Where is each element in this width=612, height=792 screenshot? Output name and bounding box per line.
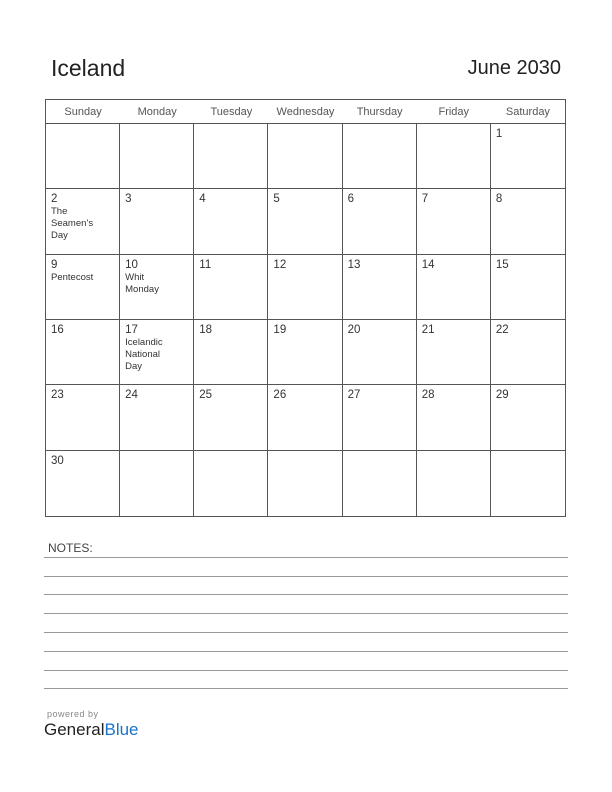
day-number: 19: [273, 324, 287, 336]
day-number: 2: [51, 193, 58, 206]
day-cell: [194, 189, 268, 254]
day-cell: [417, 451, 491, 516]
day-cell: [417, 189, 491, 254]
day-cell: [268, 320, 342, 385]
day-cell: [120, 320, 194, 385]
day-number: 15: [495, 258, 509, 271]
day-cell: [46, 320, 120, 385]
powered-by-text: powered by: [47, 709, 99, 719]
day-cell: [268, 385, 342, 450]
day-number: 26: [273, 389, 287, 402]
day-cell: [194, 451, 268, 516]
day-number: 23: [51, 389, 64, 402]
notes-label: NOTES:: [48, 541, 93, 555]
day-number: 24: [125, 389, 138, 402]
holiday-label: Pentecost: [51, 271, 94, 283]
day-cell: [417, 124, 491, 189]
day-cell: [120, 255, 194, 320]
day-cell: [46, 124, 120, 189]
day-number: 6: [347, 193, 354, 206]
weekday-header-thursday: Thursday: [343, 100, 417, 124]
brand-name: [44, 720, 139, 740]
day-number: 21: [421, 324, 435, 336]
day-cell: [46, 451, 120, 516]
day-cell: [343, 320, 417, 385]
day-number: 3: [125, 193, 132, 206]
day-cell: [417, 255, 491, 320]
note-line: [44, 632, 568, 633]
brand-name-blue: Blue: [104, 720, 139, 739]
day-cell: [120, 189, 194, 254]
day-cell: [194, 320, 268, 385]
day-cell: [343, 255, 417, 320]
day-number: 17: [125, 324, 138, 336]
day-number: 5: [273, 193, 280, 206]
calendar-grid: [45, 99, 566, 517]
brand-logo: [44, 709, 139, 740]
note-line: [44, 594, 568, 595]
note-line: [44, 576, 568, 577]
holiday-label: The Seamen’s Day: [51, 206, 94, 242]
day-cell: [46, 189, 120, 254]
day-number: 18: [199, 324, 213, 336]
note-line: [44, 651, 568, 652]
day-cell: [491, 320, 565, 385]
day-cell: [46, 385, 120, 450]
note-line: [44, 670, 568, 671]
month-title: June 2030: [467, 57, 561, 79]
brand-name-general: General: [44, 720, 105, 739]
day-number: 27: [347, 389, 361, 402]
note-line: [44, 557, 568, 558]
day-cell: [343, 451, 417, 516]
day-cell: [343, 385, 417, 450]
day-number: 11: [199, 258, 212, 271]
day-number: 12: [273, 258, 287, 271]
day-cell: [194, 124, 268, 189]
day-number: 29: [495, 389, 509, 402]
day-cell: [268, 124, 342, 189]
day-number: 7: [421, 193, 429, 206]
day-cell: [343, 189, 417, 254]
weekday-header-wednesday: Wednesday: [268, 100, 342, 124]
country-title: Iceland: [51, 55, 126, 81]
weekday-header-saturday: Saturday: [491, 100, 565, 124]
day-cell: [120, 451, 194, 516]
day-cell: [491, 255, 565, 320]
day-cell: [120, 385, 194, 450]
day-cell: [194, 255, 268, 320]
day-cell: [268, 451, 342, 516]
day-cell: [491, 451, 565, 516]
day-cell: [268, 189, 342, 254]
day-cell: [417, 320, 491, 385]
day-number: 13: [347, 258, 361, 271]
day-cell: [194, 385, 268, 450]
day-number: 10: [125, 258, 138, 271]
day-cell: [491, 385, 565, 450]
day-number: 14: [421, 258, 435, 271]
day-number: 16: [51, 324, 64, 336]
day-number: 8: [495, 193, 503, 206]
day-number: 9: [51, 258, 58, 271]
day-cell: [343, 124, 417, 189]
weekday-header-monday: Monday: [120, 100, 194, 124]
note-line: [44, 613, 568, 614]
day-number: 4: [199, 193, 206, 206]
day-number: 25: [199, 389, 213, 402]
day-cell: [46, 255, 120, 320]
weekday-header-friday: Friday: [417, 100, 491, 124]
day-cell: [417, 385, 491, 450]
day-cell: [120, 124, 194, 189]
weekday-header-tuesday: Tuesday: [194, 100, 268, 124]
holiday-label: Whit Monday: [125, 271, 159, 295]
day-cell: [268, 255, 342, 320]
day-number: 30: [51, 454, 64, 467]
weekday-header-sunday: Sunday: [46, 100, 120, 124]
day-number: 28: [421, 389, 435, 402]
day-number: 22: [495, 324, 509, 336]
holiday-label: Icelandic National Day: [125, 337, 163, 372]
note-line: [44, 688, 568, 689]
day-number: 1: [495, 128, 503, 140]
day-cell: [491, 189, 565, 254]
day-cell: [491, 124, 565, 189]
day-number: 20: [347, 324, 361, 336]
